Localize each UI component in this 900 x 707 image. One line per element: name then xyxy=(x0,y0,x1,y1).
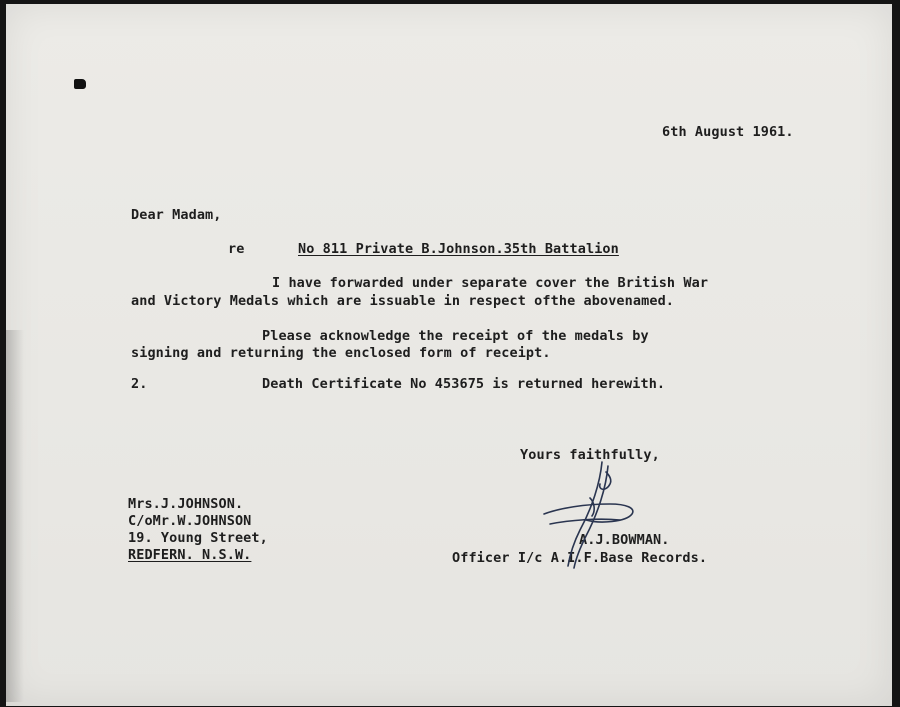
subject-line: No 811 Private B.Johnson.35th Battalion xyxy=(298,241,619,257)
page-edge-shadow xyxy=(6,330,24,702)
paragraph-1-line-1: I have forwarded under separate cover the British War xyxy=(272,275,709,291)
salutation: Dear Madam, xyxy=(131,207,222,223)
signatory-name: A.J.BOWMAN. xyxy=(579,532,670,548)
addressee-line-3: 19. Young Street, xyxy=(128,530,268,546)
item-2-number: 2. xyxy=(131,376,148,392)
addressee-line-4: REDFERN. N.S.W. xyxy=(128,547,252,563)
item-2-text: Death Certificate No 453675 is returned herewith. xyxy=(262,376,666,392)
paragraph-2-line-2: signing and returning the enclosed form of receipt. xyxy=(131,345,551,361)
handwritten-signature xyxy=(540,458,650,570)
closing: Yours faithfully, xyxy=(520,447,660,463)
addressee-line-2: C/oMr.W.JOHNSON xyxy=(128,513,252,529)
paragraph-2-line-1: Please acknowledge the receipt of the medals by xyxy=(262,328,649,344)
signatory-title: Officer I/c A.I.F.Base Records. xyxy=(452,550,708,566)
re-label: re xyxy=(228,241,245,257)
letter-date: 6th August 1961. xyxy=(662,124,794,140)
paragraph-1-line-2: and Victory Medals which are issuable in respect ofthe abovenamed. xyxy=(131,293,675,309)
addressee-line-1: Mrs.J.JOHNSON. xyxy=(128,496,244,512)
signature-stroke-2 xyxy=(574,466,608,568)
punch-mark xyxy=(74,79,86,89)
